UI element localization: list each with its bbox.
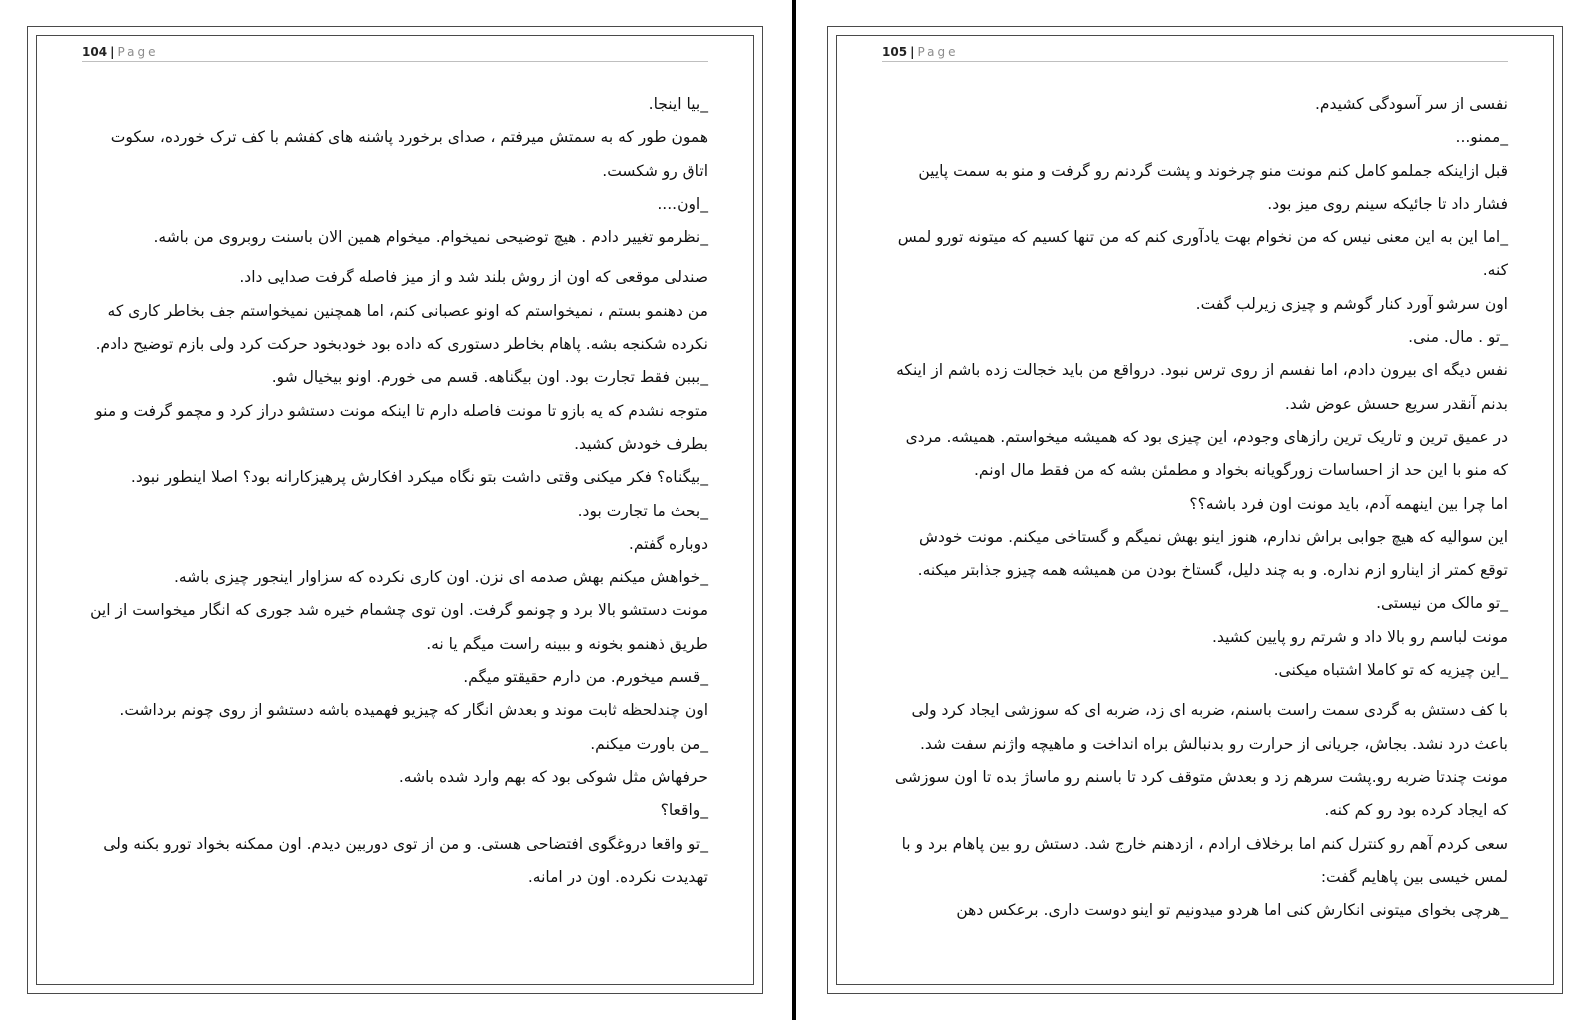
- paragraph: _بحث ما تجارت بود.: [577, 501, 708, 520]
- page-body: [890, 88, 1508, 927]
- paragraph: متوجه نشدم که یه بازو تا مونت فاصله دارم تا اینکه مونت دستشو دراز کرد و مچمو گرفت و منو بطرف خودش کشید.: [95, 401, 708, 453]
- page-label: Page: [117, 45, 159, 59]
- page-header: [82, 43, 708, 62]
- page-divider: [792, 0, 796, 1020]
- paragraph: _هرچی بخوای میتونی انکارش کنی اما هردو میدونیم تو اینو دوست داری. برعکس دهن: [956, 901, 1508, 920]
- paragraph: _بیگناه؟ فکر میکنی وقتی داشت بتو نگاه میکرد افکارش پرهیزکارانه بود؟ اصلا اینطور نبود.: [130, 468, 708, 487]
- paragraph: _من باورت میکنم.: [590, 734, 708, 753]
- page-105: [827, 26, 1563, 994]
- paragraph: _بیا اینجا.: [648, 95, 708, 113]
- paragraph: اما چرا بین اینهمه آدم، باید مونت اون فرد باشه؟؟: [1189, 494, 1508, 513]
- paragraph: _ممنو...: [1455, 128, 1508, 147]
- page-header: [882, 43, 1508, 62]
- page-number: 105: [882, 45, 908, 59]
- paragraph: اون چندلحظه ثابت موند و بعدش انگار که چیزیو فهمیده باشه دستشو از روی چونم برداشت.: [119, 701, 708, 720]
- paragraph: _واقعا؟: [660, 801, 708, 820]
- paragraph: سعی کردم آهم رو کنترل کنم اما برخلاف ارادم ، ازدهنم خارج شد. دستش رو بین پاهام برد و با لمس خیسی بین پاهایم گفت:: [901, 834, 1508, 886]
- paragraph: _خواهش میکنم بهش صدمه ای نزن. اون کاری نکرده که سزاوار اینجور چیزی باشه.: [173, 568, 708, 587]
- paragraph: _تو واقعا دروغگوی افتضاحی هستی. و من از توی دوربین دیدم. اون ممکنه بخواد تورو بکنه ولی تهدیدت نکرده. اون در امانه.: [103, 834, 708, 886]
- paragraph: مونت لباسم رو بالا داد و شرتم رو پایین کشید.: [1212, 627, 1508, 646]
- paragraph: مونت دستشو بالا برد و چونمو گرفت. اون توی چشمام خیره شد جوری که انگار میخواست از این طریق ذهنمو بخونه و ببینه راست میگم یا نه.: [90, 601, 708, 653]
- paragraph: _قسم میخورم. من دارم حقیقتو میگم.: [463, 668, 708, 687]
- page-body: [90, 88, 708, 894]
- paragraph: حرفهاش مثل شوکی بود که بهم وارد شده باشه.: [398, 767, 708, 786]
- page-number: 104: [82, 45, 108, 59]
- paragraph: _اون....: [657, 194, 708, 213]
- paragraph: با کف دستش به گردی سمت راست باسنم، ضربه ای زد، ضربه ای که سوزشی ایجاد کرد ولی باعث درد نشد. بجاش، جریانی از حرارت رو بدنبالش براه انداخت و ماهیچه واژنم سفت شد. مونت چندتا ضربه رو.پشت سرهم زد و بعدش متوقف کرد تا باسنم رو ماساژ بده تا اون سوزشی که ایجاد کرده بود رو کم کنه.: [894, 701, 1508, 820]
- paragraph: قبل ازاینکه جملمو کامل کنم مونت منو چرخوند و پشت گردنم رو گرفت و منو به سمت پایین فشار داد تا جائیکه سینم روی میز بود.: [918, 161, 1508, 213]
- paragraph: این سوالیه که هیچ جوابی براش ندارم، هنوز اینو بهش نمیگم و گستاخی میکنم. مونت خودش توقع کمتر از اینارو ازم نداره. و به چند دلیل، گستاخ بودن من همیشه همه چیزو جذابتر میکنه.: [917, 527, 1508, 580]
- paragraph: نفسی از سر آسودگی کشیدم.: [1315, 95, 1508, 113]
- paragraph: _اما این به این معنی نیس که من نخوام بهت یادآوری کنم که من تنها کسیم که میتونه تورو لمس کنه.: [897, 228, 1508, 280]
- page-104: [27, 26, 763, 994]
- header-separator: |: [910, 45, 915, 59]
- paragraph: _تو . مال. منی.: [1408, 328, 1508, 347]
- paragraph: _بببن فقط تجارت بود. اون بیگناهه. قسم می خورم. اونو بیخیال شو.: [271, 368, 708, 387]
- paragraph: _نظرمو تغییر دادم . هیچ توضیحی نمیخوام. میخوام همین الان باسنت روبروی من باشه.: [153, 228, 708, 247]
- paragraph: صندلی موقعی که اون از روش بلند شد و از میز فاصله گرفت صدایی داد.: [239, 268, 708, 287]
- page-label: Page: [917, 45, 959, 59]
- paragraph: نفس دیگه ای بیرون دادم، اما نفسم از روی ترس نبود. درواقع من باید خجالت زده باشم از اینکه بدنم آنقدر سریع حسش عوض شد.: [896, 361, 1508, 413]
- paragraph: من دهنمو بستم ، نمیخواستم که اونو عصبانی کنم، اما همچنین نمیخواستم جف بخاطر کاری که نکرده شکنجه بشه. پاهام بخاطر دستوری که داده بود خودبخود حرکت کرد ولی بازم توضیح دادم.: [95, 301, 708, 354]
- paragraph: دوباره گفتم.: [628, 534, 708, 553]
- paragraph: _این چیزیه که تو کاملا اشتباه میکنی.: [1273, 661, 1508, 680]
- paragraph: در عمیق ترین و تاریک ترین رازهای وجودم، این چیزی بود که همیشه میخواستم. همیشه. مردی که منو با این حد از احساسات زورگویانه بخواد و مطمئن بشه که من فقط مال اونم.: [905, 427, 1508, 480]
- paragraph: اون سرشو آورد کنار گوشم و چیزی زیرلب گفت.: [1195, 294, 1508, 313]
- paragraph: _تو مالک من نیستی.: [1376, 594, 1508, 613]
- header-separator: |: [110, 45, 115, 59]
- paragraph: همون طور که به سمتش میرفتم ، صدای برخورد پاشنه های کفشم با کف ترک خورده، سکوت اتاق رو شکست.: [110, 128, 708, 180]
